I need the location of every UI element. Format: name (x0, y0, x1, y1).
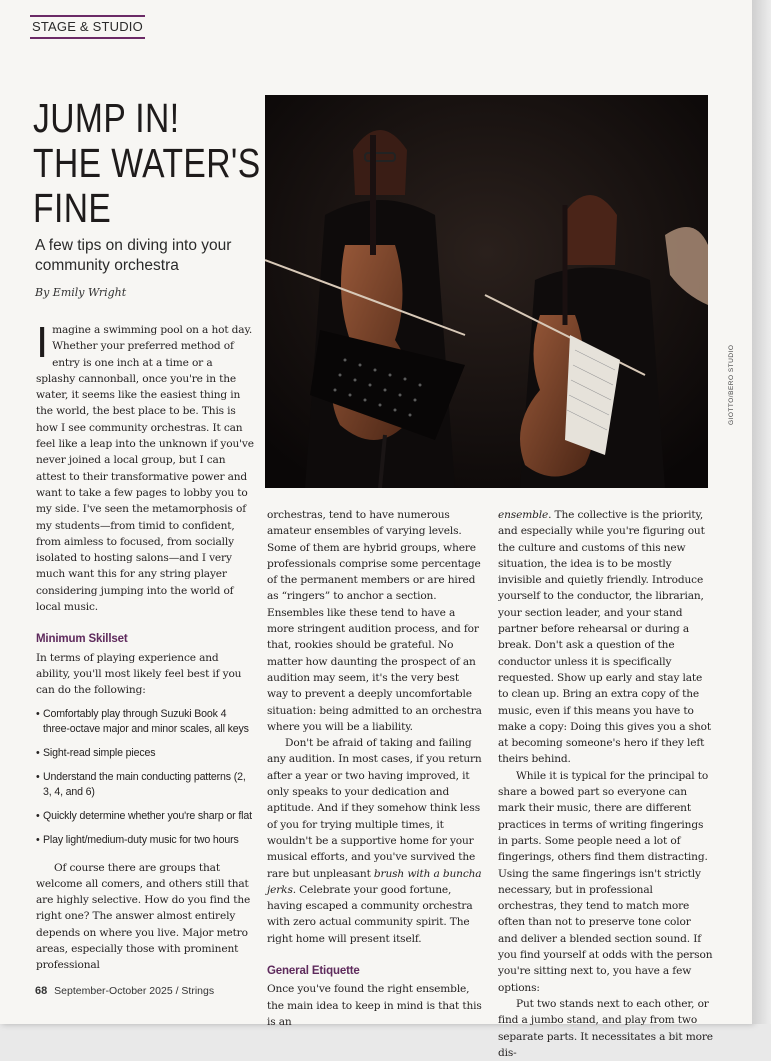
page-footer (35, 985, 214, 997)
deck-subtitle: A few tips on diving into your community orchestra (35, 237, 232, 274)
photo-credit: GIOTTO/BERO STUDIO (728, 344, 735, 425)
subhead-minimum-skillset: Minimum Skillset (36, 633, 128, 646)
article-column-1 (36, 318, 254, 974)
text-span: . The collective is the priority, and especially while you're figuring out the culture and customs of this new situation, the idea is to be mostly invisible and quietly friendly. Introduce yourself to the conductor, the librarian, your section leader, and your stand partner before rehearsal or during a break. Don't ask a question of the conductor unless it is specifically requested. Show up early and stay late to clean up. Bring an extra copy of the music, even if this means you have to make a copy: Doing this gives you a shot at becoming someone's hero if they left theirs behind. (498, 509, 711, 766)
list-item: • Play light/medium-duty music for two hours (36, 833, 254, 848)
headline (33, 95, 261, 231)
intro-text: magine a swimming pool on a hot day. Whether your preferred method of entry is one inch at a time or a splashy cannonball, once you're in the water, it seems like the easiest thing in the world, the best place to be. This is how I see community orchestras. It can feel like a leap into the unknown if you've never joined a local group, but I can attest to their transformative power and want to take a few pages to lobby you to my side. I've seen the metamorphosis of my students—from timid to confident, from aimless to focused, from socially isolated to hosting salons—and I very much want this for any string player considering jumping into the world of local music. (36, 324, 254, 614)
emphasis-text: brush with a buncha jerks (267, 867, 482, 896)
footer-separator: / (175, 985, 179, 997)
magazine-name: Strings (181, 985, 215, 997)
text-span: Don't be afraid of taking and failing any audition. In most cases, if you return after a year or two having improved, it only speaks to your dedication and aptitude. And if they somehow think less of you for trying multiple times, it wouldn't be a supportive home for your musical efforts, and you've survived the rare but unpleasant (267, 737, 482, 880)
headline-line: THE WATER'S (33, 140, 261, 186)
subhead-general-etiquette: General Etiquette (267, 965, 360, 978)
section-tag: STAGE & STUDIO (30, 15, 145, 39)
photo-illustration (265, 95, 708, 488)
cello-players-photo (265, 95, 708, 488)
article-column-3 (498, 507, 713, 1061)
list-item: • Comfortably play through Suzuki Book 4 three-octave major and minor scales, all keys (36, 707, 254, 737)
paragraph: Once you've found the right ensemble, the main idea to keep in mind is that this is an (267, 983, 482, 1028)
headline-line: JUMP IN! (33, 95, 180, 141)
text-span: . Celebrate your good fortune, having escaped a community orchestra with zero actual community spirit. The right home will present itself. (267, 883, 473, 945)
paragraph: Put two stands next to each other, or find a jumbo stand, and play from two separate parts. It necessitates a bit more dis- (498, 997, 713, 1059)
list-item: • Quickly determine whether you're sharp or flat (36, 809, 254, 824)
paragraph: While it is typical for the principal to share a bowed part so everyone can mark their music, there are different practices in terms of writing fingerings in parts. Some people need a lot of fingerings, others find them distracting. Using the same fingerings isn't strictly necessary, but in professional orchestras, they tend to match more often than not to preserve tone color and deliver a blended section sound. If you find yourself at odds with the person you're sitting next to, you have a few options: (498, 769, 713, 994)
facing-page-edge (752, 0, 771, 1024)
headline-line: FINE (33, 185, 112, 231)
paragraph (498, 507, 713, 768)
emphasis-text: ensemble (498, 509, 549, 521)
list-item: • Sight-read simple pieces (36, 746, 254, 761)
page-number: 68 (35, 985, 48, 997)
skills-intro: In terms of playing experience and ability, you'll most likely feel best if you can do the following: (36, 651, 242, 697)
article-column-2 (267, 507, 482, 1030)
drop-cap: I (36, 318, 49, 367)
paragraph: orchestras, tend to have numerous amateur ensembles of varying levels. Some of them are hybrid groups, where professionals comprise some percentage of the permanent members or are hired as “ringers” to anchor a section. Ensembles like these tend to have a more stringent audition process, and for that, rookies should be grateful. No matter how daunting the prospect of an audition may seem, it's the very best way to prevent a deeply uncomfortable situation: being admitted to an orchestra where you will be a liability. (267, 509, 482, 733)
byline: By Emily Wright (35, 286, 127, 299)
skills-list (36, 707, 254, 848)
intro-paragraph (36, 318, 254, 615)
paragraph (267, 735, 482, 947)
list-item: • Understand the main conducting patterns (2, 3, 4, and 6) (36, 770, 254, 800)
paragraph: Of course there are groups that welcome all comers, and others still that are highly selective. How do you find the right one? The answer almost entirely depends on where you live. Major metro areas, especially those with prominent professional (36, 861, 251, 972)
issue-date: September-October 2025 (54, 985, 173, 997)
